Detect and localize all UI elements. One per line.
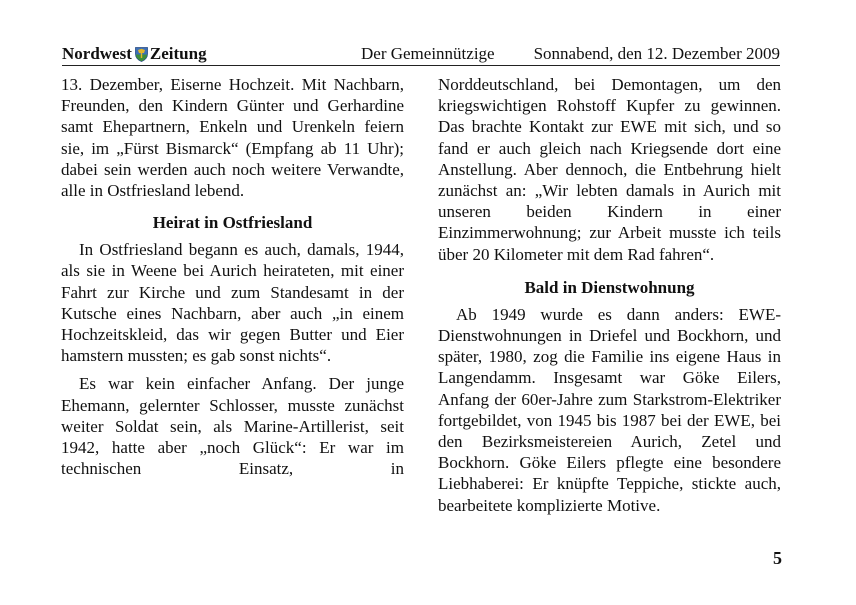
brand-name-part2: Zeitung — [149, 44, 207, 63]
article-column-right — [438, 74, 781, 516]
section-title: Der Gemeinnützige — [361, 44, 495, 63]
subheading: Bald in Dienstwohnung — [524, 277, 695, 297]
brand-name-part1: Nordwest — [62, 44, 132, 63]
page-number: 5 — [773, 548, 782, 568]
article-column-left — [61, 74, 404, 479]
paragraph: Es war kein einfacher Anfang. Der junge Ehemann, gelernter Schlosser, musste zunächst weiter Soldat sein, als Marine-Artillerist, seit 1942, hatte aber „noch Glück“: Er war im technischen Einsatz, in — [61, 374, 404, 479]
issue-date: Sonnabend, den 12. Dezember 2009 — [533, 44, 780, 63]
page-header — [62, 44, 780, 66]
subheading: Heirat in Ostfriesland — [152, 213, 313, 233]
newspaper-brand — [62, 44, 207, 64]
paragraph: Norddeutschland, bei Demontagen, um den kriegswichtigen Rohstoff Kupfer zu gewinnen. Das brachte Kontakt zur EWE mit sich, und so fand er auch gleich nach Kriegsende dort eine Anstellung. Aber dennoch, die Entbehrung hielt zunächst an: „Wir lebten damals in Aurich mit unseren beiden Kindern in einer Einzimmerwohnung; zur Arbeit musste ich teils über 20 Kilometer mit dem Rad fahren“. — [438, 75, 781, 264]
paragraph: Ab 1949 wurde es dann anders: EWE-Dienstwohnungen in Driefel und Bockhorn, und später, 1980, zog die Familie ins eigene Haus in Langendamm. Insgesamt war Göke Eilers, Anfang der 60er-Jahre zum Starkstrom-Elektriker fortgebildet, von 1945 bis 1987 bei der EWE, bei den Bezirksmeistereien Aurich, Zetel und Bockhorn. Göke Eilers pflegte eine besondere Liebhaberei: Er knüpfte Teppiche, stickte auch, bearbeitete komplizierte Motive. — [438, 304, 781, 515]
paragraph: 13. Dezember, Eiserne Hochzeit. Mit Nachbarn, Freunden, den Kindern Günter und Gerhardine samt Ehepartnern, Enkeln und Urenkeln feiern sie, im „Fürst Bismarck“ (Empfang ab 11 Uhr); dabei sein werden auch noch weitere Verwandte, alle in Ostfriesland lebend. — [61, 75, 404, 201]
crest-icon — [135, 47, 148, 62]
header-rule — [62, 65, 780, 66]
paragraph: In Ostfriesland begann es auch, damals, 1944, als sie in Weene bei Aurich heirateten, mit einer Fahrt zur Kirche und zum Standesamt in der Kutsche eines Nachbarn, aber auch „in einem Hochzeitskleid, das wir gegen Butter und Eier hamstern mussten; es gab sonst nichts“. — [61, 240, 404, 366]
